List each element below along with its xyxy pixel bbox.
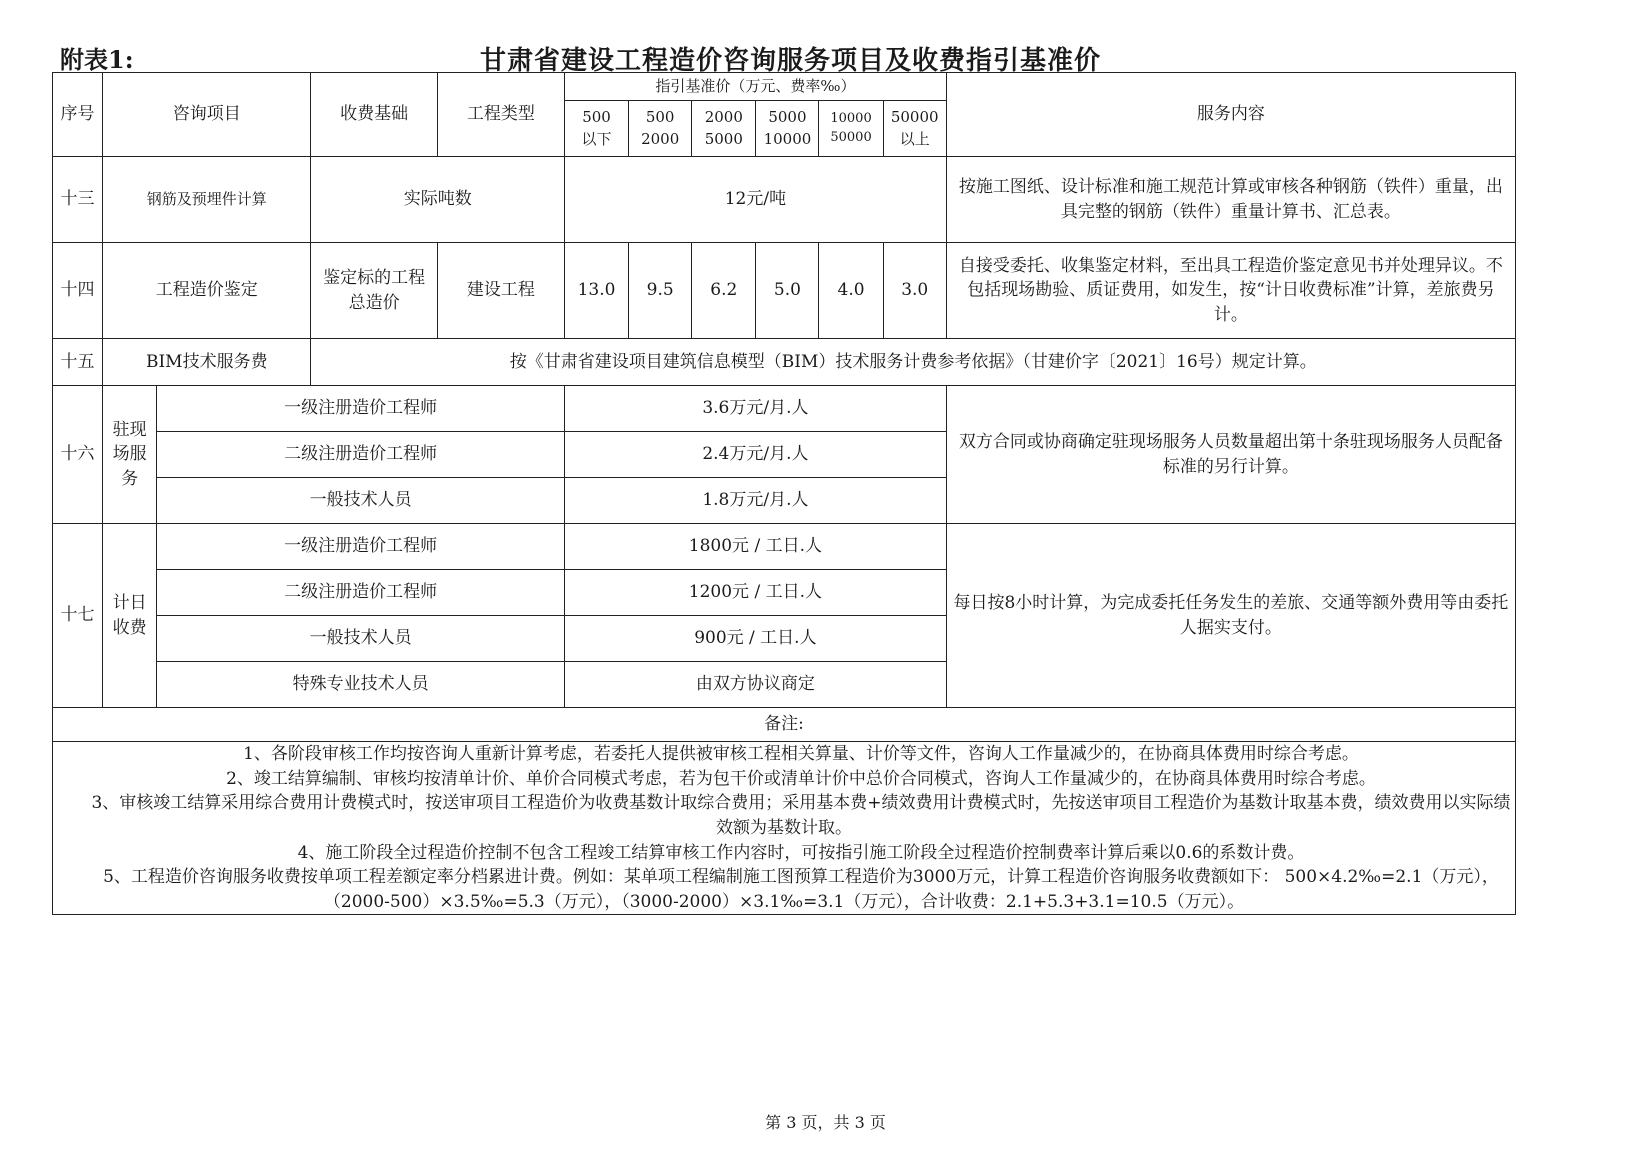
note-item: 1、各阶段审核工作均按咨询人重新计算考虑，若委托人提供被审核工程相关算量、计价等文件，咨询人工作量减少的，在协商具体费用时综合考虑。 xyxy=(243,744,1359,764)
role-cell: 一般技术人员 xyxy=(157,478,565,524)
tier-header: 500 以下 xyxy=(564,101,628,157)
role-cell: 二级注册造价工程师 xyxy=(157,570,565,616)
tier-header: 50000 以上 xyxy=(883,101,946,157)
note-item: 3、审核竣工结算采用综合费用计费模式时，按送审项目工程造价为收费基数计取综合费用；采用基本费+绩效费用计费模式时，先按送审项目工程造价为基数计取基本费，绩效费用以实际绩效额为基数计取。 xyxy=(91,793,1511,838)
item-cell: BIM技术服务费 xyxy=(103,339,311,386)
content-cell: 按《甘肃省建设项目建筑信息模型（BIM）技术服务计费参考依据》（甘建价字〔2021〕16号）规定计算。 xyxy=(311,339,1516,386)
seq-cell: 十三 xyxy=(53,157,103,243)
role-cell: 一级注册造价工程师 xyxy=(157,386,565,432)
notes-row xyxy=(53,742,1516,915)
role-cell: 一般技术人员 xyxy=(157,616,565,662)
price-cell: 1.8万元/月.人 xyxy=(564,478,946,524)
notes-label-row xyxy=(53,708,1516,742)
basis-cell: 实际吨数 xyxy=(311,157,565,243)
basis-cell: 鉴定标的工程总造价 xyxy=(311,243,437,339)
note-item: 5、工程造价咨询服务收费按单项工程差额定率分档累进计费。例如：某单项工程编制施工图预算工程造价为3000万元，计算工程造价咨询服务收费额如下： 500×4.2‰=2.1（万元），（2000-500）×3.5‰=5.3（万元），（3000-2000）×3.1‰=3.1（万元），合计收费：2.1+5.3+3.1=10.5（万元）。 xyxy=(103,867,1499,912)
rate-cell: 6.2 xyxy=(692,243,756,339)
rate-cell: 5.0 xyxy=(756,243,819,339)
rate-cell: 3.0 xyxy=(883,243,946,339)
price-cell: 3.6万元/月.人 xyxy=(564,386,946,432)
price-cell: 12元/吨 xyxy=(564,157,946,243)
service-cell: 双方合同或协商确定驻现场服务人员数量超出第十条驻现场服务人员配备标准的另行计算。 xyxy=(946,386,1515,524)
header-row-1 xyxy=(53,73,1516,101)
tier-header: 5000 10000 xyxy=(756,101,819,157)
header-service: 服务内容 xyxy=(946,73,1515,157)
rate-cell: 9.5 xyxy=(629,243,692,339)
header-basis: 收费基础 xyxy=(311,73,437,157)
seq-cell: 十五 xyxy=(53,339,103,386)
header-seq: 序号 xyxy=(53,73,103,157)
document-title: 甘肃省建设工程造价咨询服务项目及收费指引基准价 xyxy=(480,46,1102,76)
seq-cell: 十四 xyxy=(53,243,103,339)
rate-cell: 13.0 xyxy=(564,243,628,339)
tier-header: 500 2000 xyxy=(629,101,692,157)
notes-body xyxy=(53,742,1516,915)
role-cell: 一级注册造价工程师 xyxy=(157,524,565,570)
tier-header: 2000 5000 xyxy=(692,101,756,157)
role-cell: 二级注册造价工程师 xyxy=(157,432,565,478)
seq-cell: 十七 xyxy=(53,524,103,708)
table-row-14 xyxy=(53,243,1516,339)
note-item: 2、竣工结算编制、审核均按清单计价、单价合同模式考虑，若为包干价或清单计价中总价合同模式，咨询人工作量减少的，在协商具体费用时综合考虑。 xyxy=(226,768,1376,789)
table-row-15 xyxy=(53,339,1516,386)
rate-cell: 4.0 xyxy=(819,243,883,339)
header-price-group: 指引基准价（万元、费率‰） xyxy=(564,73,946,101)
item-cell: 计日收费 xyxy=(103,524,157,708)
item-cell: 工程造价鉴定 xyxy=(103,243,311,339)
seq-cell: 十六 xyxy=(53,386,103,524)
role-cell: 特殊专业技术人员 xyxy=(157,662,565,708)
item-cell: 钢筋及预埋件计算 xyxy=(103,157,311,243)
table-row-17a xyxy=(53,524,1516,570)
note-item: 4、施工阶段全过程造价控制不包含工程竣工结算审核工作内容时，可按指引施工阶段全过程造价控制费率计算后乘以0.6的系数计费。 xyxy=(297,842,1305,863)
price-cell: 1800元 / 工日.人 xyxy=(564,524,946,570)
price-cell: 由双方协议商定 xyxy=(564,662,946,708)
price-cell: 2.4万元/月.人 xyxy=(564,432,946,478)
table-row-13 xyxy=(53,157,1516,243)
header-item: 咨询项目 xyxy=(103,73,311,157)
fee-table xyxy=(52,72,1516,915)
service-cell: 自接受委托、收集鉴定材料，至出具工程造价鉴定意见书并处理异议。不包括现场勘验、质证费用，如发生，按“计日收费标准”计算，差旅费另计。 xyxy=(946,243,1515,339)
item-cell: 驻现场服务 xyxy=(103,386,157,524)
notes-label: 备注: xyxy=(53,708,1516,742)
table-row-16a xyxy=(53,386,1516,432)
service-cell: 每日按8小时计算，为完成委托任务发生的差旅、交通等额外费用等由委托人据实支付。 xyxy=(946,524,1515,708)
type-cell: 建设工程 xyxy=(437,243,564,339)
page-number: 第 3 页，共 3 页 xyxy=(765,1113,886,1132)
service-cell: 按施工图纸、设计标准和施工规范计算或审核各种钢筋（铁件）重量，出具完整的钢筋（铁件）重量计算书、汇总表。 xyxy=(946,157,1515,243)
header-project-type: 工程类型 xyxy=(437,73,564,157)
price-cell: 1200元 / 工日.人 xyxy=(564,570,946,616)
appendix-label: 附表1: xyxy=(60,45,134,74)
tier-header: 10000 50000 xyxy=(819,101,883,157)
price-cell: 900元 / 工日.人 xyxy=(564,616,946,662)
